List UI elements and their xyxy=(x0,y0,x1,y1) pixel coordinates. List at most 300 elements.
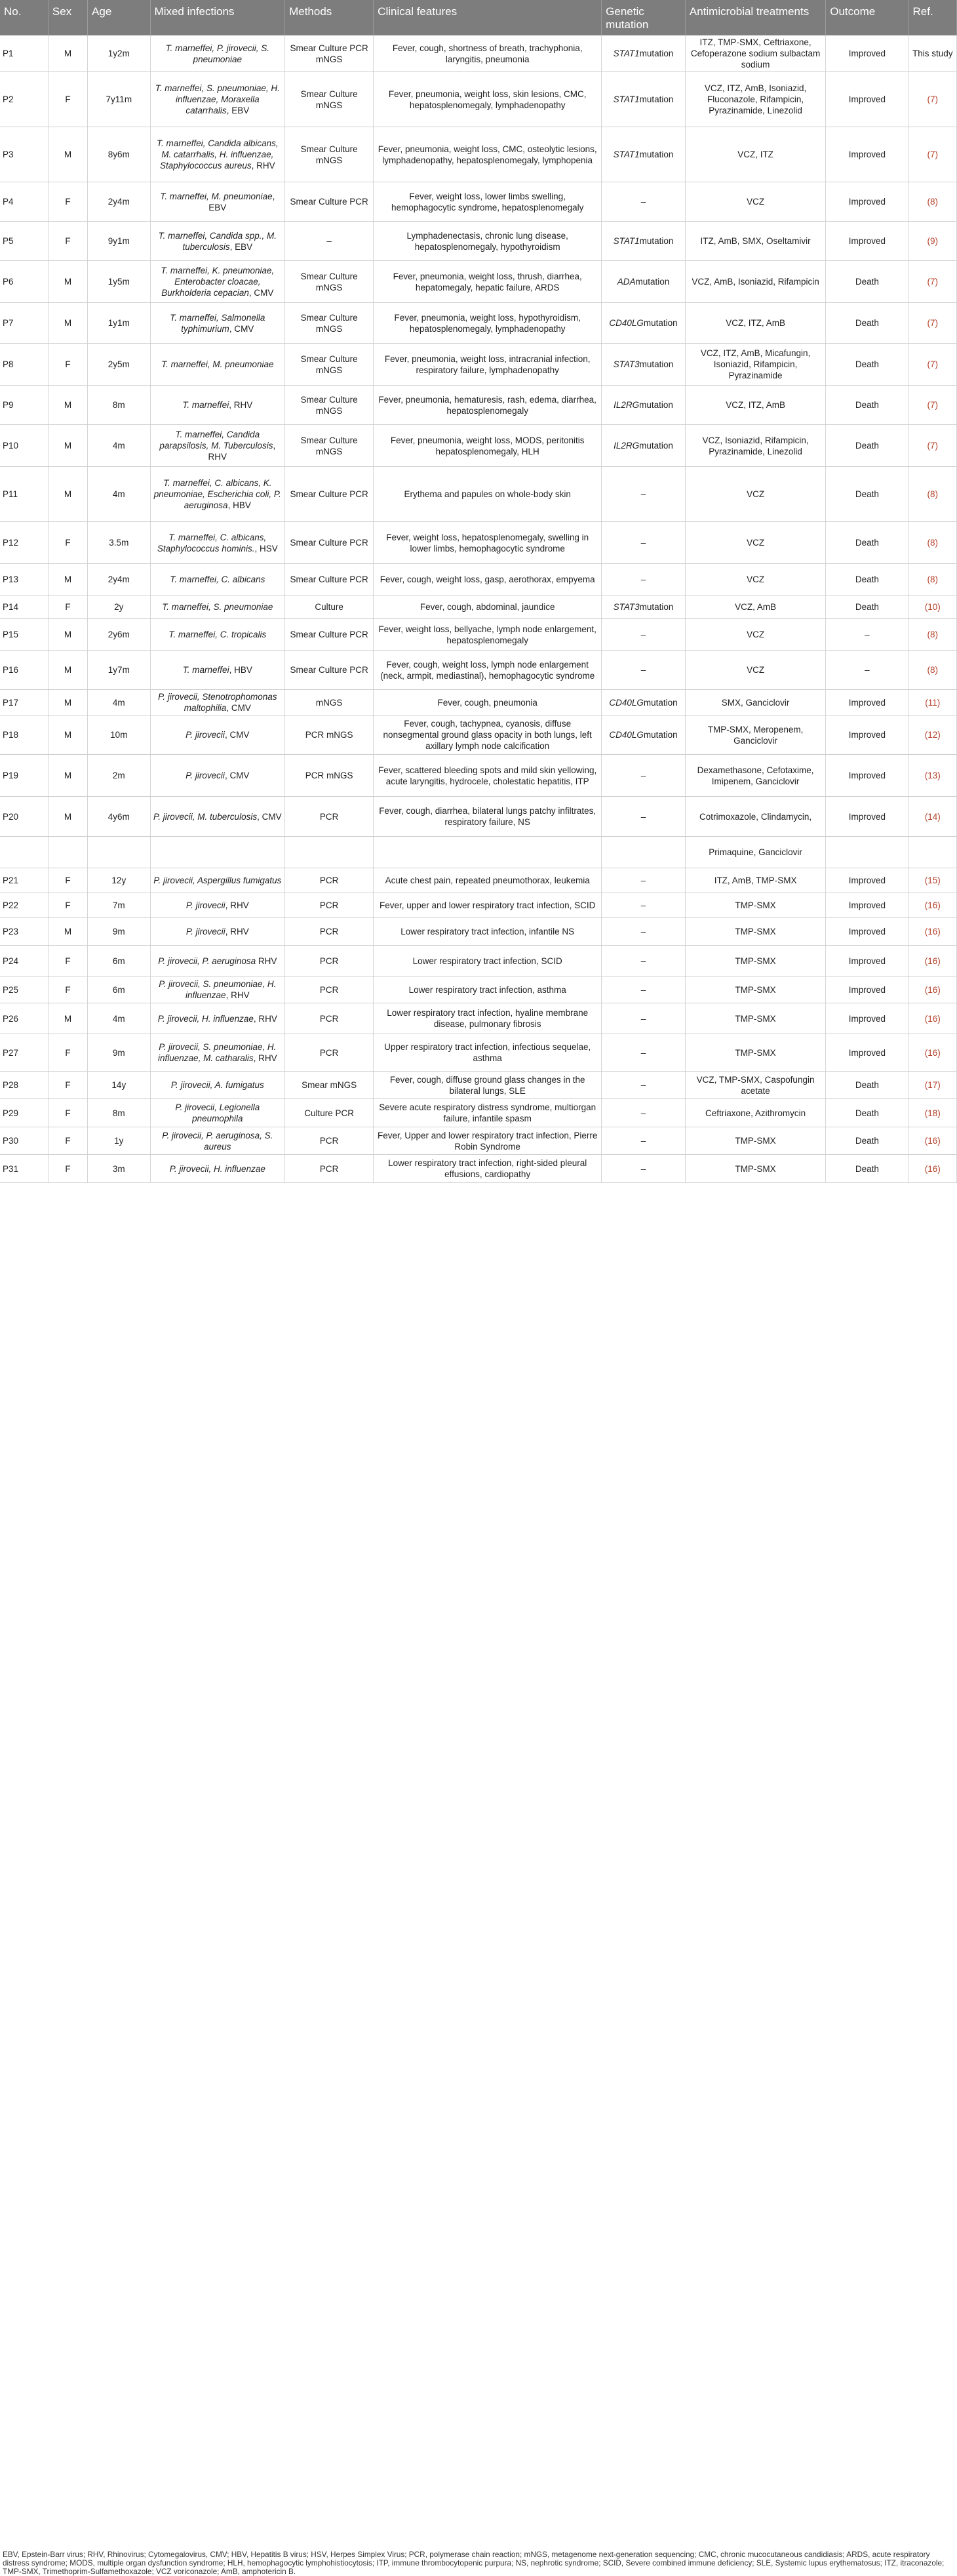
col-header-methods: Methods xyxy=(285,0,374,35)
cell-genetic: – xyxy=(602,564,686,595)
cell-genetic: – xyxy=(602,1127,686,1155)
cell-methods: Smear Culture mNGS xyxy=(285,261,374,303)
cell-sex: M xyxy=(48,918,87,946)
cell-genetic: – xyxy=(602,182,686,222)
cell-clinical: Fever, cough, tachypnea, cyanosis, diffuse nonsegmental ground glass opacity in both lungs, left axillary lymph node calcification xyxy=(374,715,602,755)
cell-outcome: Death xyxy=(826,425,908,467)
cell-methods: PCR xyxy=(285,1155,374,1183)
cell-sex: M xyxy=(48,261,87,303)
cell-age: 10m xyxy=(88,715,150,755)
cell-clinical: Lower respiratory tract infection, hyaline membrane disease, pulmonary fibrosis xyxy=(374,1003,602,1034)
cell-clinical: Fever, Upper and lower respiratory tract infection, Pierre Robin Syndrome xyxy=(374,1127,602,1155)
cell-sex: M xyxy=(48,797,87,837)
cell-infections: P. jirovecii, M. tuberculosis, CMV xyxy=(150,797,285,837)
cell-outcome: Improved xyxy=(826,1034,908,1072)
cell-treatments: Ceftriaxone, Azithromycin xyxy=(685,1099,825,1127)
cell-age: 6m xyxy=(88,946,150,976)
cell-clinical: Fever, cough, abdominal, jaundice xyxy=(374,595,602,619)
table-row xyxy=(0,35,957,72)
table-row xyxy=(0,755,957,797)
cell-genetic: STAT3mutation xyxy=(602,344,686,386)
cell-outcome: Death xyxy=(826,261,908,303)
cell-no: P22 xyxy=(0,893,48,918)
cell-clinical: Fever, scattered bleeding spots and mild skin yellowing, acute laryngitis, hydrocele, cholestatic hepatitis, ITP xyxy=(374,755,602,797)
cell-outcome: Death xyxy=(826,595,908,619)
cell-ref: (12) xyxy=(908,715,956,755)
cell-genetic: STAT1mutation xyxy=(602,72,686,127)
cell-ref: (14) xyxy=(908,797,956,837)
table-row xyxy=(0,715,957,755)
cell-age: 3.5m xyxy=(88,522,150,564)
cell-genetic: STAT1mutation xyxy=(602,35,686,72)
table-row xyxy=(0,425,957,467)
cell-methods: Smear Culture mNGS xyxy=(285,72,374,127)
cell-infections: T. marneffei, Candida parapsilosis, M. Tuberculosis, RHV xyxy=(150,425,285,467)
cell-outcome: – xyxy=(826,651,908,690)
cell-genetic: ADAmutation xyxy=(602,261,686,303)
cell-no: P15 xyxy=(0,619,48,651)
cell-infections: T. marneffei, C. tropicalis xyxy=(150,619,285,651)
cell-no: P29 xyxy=(0,1099,48,1127)
cell-sex: M xyxy=(48,690,87,715)
cell-clinical: Fever, cough, diarrhea, bilateral lungs patchy infiltrates, respiratory failure, NS xyxy=(374,797,602,837)
cell-ref: (7) xyxy=(908,386,956,425)
cell-no: P14 xyxy=(0,595,48,619)
cell-clinical: Fever, cough, shortness of breath, trachyphonia, laryngitis, pneumonia xyxy=(374,35,602,72)
cell-clinical: Erythema and papules on whole-body skin xyxy=(374,467,602,522)
cell-treatments: VCZ xyxy=(685,522,825,564)
cell-age xyxy=(88,837,150,868)
cell-infections: T. marneffei, M. pneumoniae xyxy=(150,344,285,386)
cell-sex: M xyxy=(48,619,87,651)
table-row xyxy=(0,222,957,261)
table-row xyxy=(0,1003,957,1034)
table-row xyxy=(0,1155,957,1183)
cell-no: P23 xyxy=(0,918,48,946)
cell-outcome: Death xyxy=(826,386,908,425)
cell-treatments: TMP-SMX xyxy=(685,1127,825,1155)
cell-treatments: VCZ, ITZ, AmB xyxy=(685,303,825,344)
cell-sex: F xyxy=(48,1072,87,1099)
table-row xyxy=(0,72,957,127)
cell-outcome: Death xyxy=(826,1155,908,1183)
cell-methods: Smear Culture PCR mNGS xyxy=(285,35,374,72)
cell-ref: (15) xyxy=(908,868,956,893)
cell-clinical: Fever, pneumonia, hematuresis, rash, edema, diarrhea, hepatosplenomegaly xyxy=(374,386,602,425)
table-row xyxy=(0,182,957,222)
col-header-no: No. xyxy=(0,0,48,35)
cell-age: 7y11m xyxy=(88,72,150,127)
cell-age: 14y xyxy=(88,1072,150,1099)
cell-outcome: Improved xyxy=(826,1003,908,1034)
table-row xyxy=(0,564,957,595)
cell-infections: P. jirovecii, RHV xyxy=(150,893,285,918)
cell-age: 7m xyxy=(88,893,150,918)
cell-genetic: CD40LGmutation xyxy=(602,303,686,344)
cell-outcome: Improved xyxy=(826,976,908,1003)
cell-age: 1y xyxy=(88,1127,150,1155)
cell-ref: (10) xyxy=(908,595,956,619)
cell-no: P19 xyxy=(0,755,48,797)
cell-ref: (18) xyxy=(908,1099,956,1127)
cell-ref: (7) xyxy=(908,344,956,386)
cell-genetic: – xyxy=(602,619,686,651)
cell-ref: (16) xyxy=(908,918,956,946)
cell-treatments: TMP-SMX xyxy=(685,1034,825,1072)
cell-no: P4 xyxy=(0,182,48,222)
cell-methods: PCR xyxy=(285,797,374,837)
cell-infections: P. jirovecii, H. influenzae xyxy=(150,1155,285,1183)
cell-clinical: Lower respiratory tract infection, right-sided pleural effusions, cardiopathy xyxy=(374,1155,602,1183)
cell-ref: (8) xyxy=(908,182,956,222)
cell-genetic: – xyxy=(602,1099,686,1127)
cell-treatments: VCZ, AmB, Isoniazid, Rifampicin xyxy=(685,261,825,303)
table-row xyxy=(0,1072,957,1099)
table-row xyxy=(0,522,957,564)
cell-methods: Smear Culture mNGS xyxy=(285,386,374,425)
cell-ref: (13) xyxy=(908,755,956,797)
cell-no: P27 xyxy=(0,1034,48,1072)
cell-methods: Culture PCR xyxy=(285,1099,374,1127)
cell-treatments: VCZ, Isoniazid, Rifampicin, Pyrazinamide, Linezolid xyxy=(685,425,825,467)
cell-ref: (8) xyxy=(908,619,956,651)
cell-genetic: STAT3mutation xyxy=(602,595,686,619)
cell-sex: F xyxy=(48,1034,87,1072)
cell-age: 1y2m xyxy=(88,35,150,72)
cell-treatments: VCZ, TMP-SMX, Caspofungin acetate xyxy=(685,1072,825,1099)
cell-age: 4m xyxy=(88,1003,150,1034)
table-row xyxy=(0,1127,957,1155)
cell-outcome: Death xyxy=(826,1127,908,1155)
cell-clinical: Lower respiratory tract infection, infantile NS xyxy=(374,918,602,946)
cell-genetic: – xyxy=(602,1034,686,1072)
case-table xyxy=(0,0,957,1183)
cell-infections: T. marneffei, K. pneumoniae, Enterobacter cloacae, Burkholderia cepacian, CMV xyxy=(150,261,285,303)
cell-sex: M xyxy=(48,127,87,182)
cell-methods: PCR xyxy=(285,1127,374,1155)
cell-sex: M xyxy=(48,467,87,522)
cell-clinical: Fever, cough, weight loss, lymph node enlargement (neck, armpit, mediastinal), hemophagocytic syndrome xyxy=(374,651,602,690)
cell-methods: Smear Culture mNGS xyxy=(285,425,374,467)
cell-infections: T. marneffei, RHV xyxy=(150,386,285,425)
cell-methods: Smear mNGS xyxy=(285,1072,374,1099)
cell-treatments: TMP-SMX, Meropenem, Ganciclovir xyxy=(685,715,825,755)
cell-ref: (7) xyxy=(908,425,956,467)
cell-infections: P. jirovecii, P. aeruginosa, S. aureus xyxy=(150,1127,285,1155)
cell-age: 2y6m xyxy=(88,619,150,651)
cell-outcome: Death xyxy=(826,344,908,386)
cell-clinical: Fever, pneumonia, weight loss, intracranial infection, respiratory failure, lymphadenopathy xyxy=(374,344,602,386)
cell-sex: F xyxy=(48,522,87,564)
cell-no: P3 xyxy=(0,127,48,182)
cell-genetic: – xyxy=(602,868,686,893)
cell-sex: M xyxy=(48,35,87,72)
cell-infections: P. jirovecii, Aspergillus fumigatus xyxy=(150,868,285,893)
cell-no: P7 xyxy=(0,303,48,344)
table-row xyxy=(0,651,957,690)
cell-sex: M xyxy=(48,303,87,344)
cell-genetic: IL2RGmutation xyxy=(602,425,686,467)
cell-ref: (7) xyxy=(908,127,956,182)
cell-clinical: Lower respiratory tract infection, SCID xyxy=(374,946,602,976)
cell-treatments: ITZ, TMP-SMX, Ceftriaxone, Cefoperazone sodium sulbactam sodium xyxy=(685,35,825,72)
cell-ref: This study xyxy=(908,35,956,72)
cell-clinical: Fever, pneumonia, weight loss, thrush, diarrhea, hepatomegaly, hepatic failure, ARDS xyxy=(374,261,602,303)
cell-methods xyxy=(285,837,374,868)
cell-age: 2y4m xyxy=(88,564,150,595)
cell-ref: (16) xyxy=(908,1003,956,1034)
cell-methods: PCR xyxy=(285,1034,374,1072)
cell-no: P12 xyxy=(0,522,48,564)
cell-infections: T. marneffei, Candida albicans, M. catarrhalis, H. influenzae, Staphylococcus aureus, RHV xyxy=(150,127,285,182)
cell-sex: F xyxy=(48,72,87,127)
cell-treatments: VCZ xyxy=(685,467,825,522)
cell-infections: P. jirovecii, A. fumigatus xyxy=(150,1072,285,1099)
cell-no: P13 xyxy=(0,564,48,595)
cell-genetic: CD40LGmutation xyxy=(602,715,686,755)
table-row xyxy=(0,1034,957,1072)
cell-age: 1y1m xyxy=(88,303,150,344)
cell-clinical: Lymphadenectasis, chronic lung disease, hepatosplenomegaly, hypothyroidism xyxy=(374,222,602,261)
table-row xyxy=(0,868,957,893)
table-row xyxy=(0,946,957,976)
table-row xyxy=(0,595,957,619)
cell-clinical: Acute chest pain, repeated pneumothorax, leukemia xyxy=(374,868,602,893)
cell-genetic: – xyxy=(602,797,686,837)
cell-infections: T. marneffei, C. albicans, K. pneumoniae, Escherichia coli, P. aeruginosa, HBV xyxy=(150,467,285,522)
cell-outcome: Death xyxy=(826,522,908,564)
cell-methods: PCR xyxy=(285,976,374,1003)
cell-age: 1y7m xyxy=(88,651,150,690)
cell-clinical: Fever, cough, weight loss, gasp, aerothorax, empyema xyxy=(374,564,602,595)
cell-infections xyxy=(150,837,285,868)
cell-methods: PCR xyxy=(285,918,374,946)
table-row xyxy=(0,303,957,344)
cell-sex: F xyxy=(48,868,87,893)
cell-no: P18 xyxy=(0,715,48,755)
cell-ref: (7) xyxy=(908,72,956,127)
cell-clinical: Fever, pneumonia, weight loss, CMC, osteolytic lesions, lymphadenopathy, hepatosplenomegaly, lymphopenia xyxy=(374,127,602,182)
cell-clinical xyxy=(374,837,602,868)
cell-infections: P. jirovecii, CMV xyxy=(150,715,285,755)
cell-age: 2y5m xyxy=(88,344,150,386)
cell-genetic: – xyxy=(602,1155,686,1183)
cell-methods: PCR xyxy=(285,868,374,893)
cell-genetic: – xyxy=(602,522,686,564)
cell-infections: T. marneffei, C. albicans xyxy=(150,564,285,595)
col-header-sex: Sex xyxy=(48,0,87,35)
cell-no: P25 xyxy=(0,976,48,1003)
cell-infections: T. marneffei, S. pneumoniae xyxy=(150,595,285,619)
cell-ref: (16) xyxy=(908,1155,956,1183)
table-row xyxy=(0,690,957,715)
cell-clinical: Fever, weight loss, lower limbs swelling, hemophagocytic syndrome, hepatosplenomegaly xyxy=(374,182,602,222)
cell-outcome: – xyxy=(826,619,908,651)
cell-outcome: Improved xyxy=(826,868,908,893)
cell-treatments: VCZ xyxy=(685,651,825,690)
cell-methods: Smear Culture mNGS xyxy=(285,344,374,386)
cell-no: P2 xyxy=(0,72,48,127)
cell-no: P17 xyxy=(0,690,48,715)
table-row xyxy=(0,467,957,522)
cell-outcome: Improved xyxy=(826,715,908,755)
cell-ref xyxy=(908,837,956,868)
cell-genetic: – xyxy=(602,1003,686,1034)
cell-infections: P. jirovecii, RHV xyxy=(150,918,285,946)
cell-genetic: – xyxy=(602,467,686,522)
cell-sex: F xyxy=(48,222,87,261)
table-row xyxy=(0,918,957,946)
table-row xyxy=(0,261,957,303)
table-row xyxy=(0,344,957,386)
table-row xyxy=(0,386,957,425)
table-row xyxy=(0,797,957,837)
cell-ref: (8) xyxy=(908,651,956,690)
cell-no: P30 xyxy=(0,1127,48,1155)
cell-clinical: Fever, pneumonia, weight loss, hypothyroidism, hepatosplenomegaly, lymphadenopathy xyxy=(374,303,602,344)
cell-ref: (8) xyxy=(908,467,956,522)
cell-infections: T. marneffei, Salmonella typhimurium, CMV xyxy=(150,303,285,344)
cell-treatments: VCZ xyxy=(685,182,825,222)
cell-genetic: – xyxy=(602,893,686,918)
cell-methods: Smear Culture PCR xyxy=(285,522,374,564)
cell-age: 2y4m xyxy=(88,182,150,222)
cell-outcome: Improved xyxy=(826,182,908,222)
cell-genetic: IL2RGmutation xyxy=(602,386,686,425)
cell-methods: PCR xyxy=(285,1003,374,1034)
cell-sex xyxy=(48,837,87,868)
cell-age: 1y5m xyxy=(88,261,150,303)
cell-no: P6 xyxy=(0,261,48,303)
cell-no: P21 xyxy=(0,868,48,893)
cell-no: P16 xyxy=(0,651,48,690)
table-row xyxy=(0,619,957,651)
cell-genetic: – xyxy=(602,755,686,797)
cell-ref: (9) xyxy=(908,222,956,261)
cell-infections: P. jirovecii, CMV xyxy=(150,755,285,797)
cell-treatments: TMP-SMX xyxy=(685,946,825,976)
cell-clinical: Lower respiratory tract infection, asthma xyxy=(374,976,602,1003)
table-body xyxy=(0,35,957,1183)
cell-genetic: – xyxy=(602,918,686,946)
cell-ref: (16) xyxy=(908,1034,956,1072)
cell-ref: (16) xyxy=(908,1127,956,1155)
cell-ref: (16) xyxy=(908,893,956,918)
cell-age: 8y6m xyxy=(88,127,150,182)
cell-outcome: Improved xyxy=(826,755,908,797)
cell-age: 3m xyxy=(88,1155,150,1183)
cell-methods: – xyxy=(285,222,374,261)
cell-infections: P. jirovecii, H. influenzae, RHV xyxy=(150,1003,285,1034)
cell-genetic: – xyxy=(602,651,686,690)
cell-infections: P. jirovecii, P. aeruginosa RHV xyxy=(150,946,285,976)
cell-infections: T. marneffei, M. pneumoniae, EBV xyxy=(150,182,285,222)
cell-clinical: Severe acute respiratory distress syndrome, multiorgan failure, infantile spasm xyxy=(374,1099,602,1127)
table-row xyxy=(0,837,957,868)
cell-outcome: Death xyxy=(826,1072,908,1099)
cell-clinical: Fever, upper and lower respiratory tract infection, SCID xyxy=(374,893,602,918)
cell-ref: (8) xyxy=(908,564,956,595)
cell-ref: (7) xyxy=(908,261,956,303)
cell-methods: Smear Culture mNGS xyxy=(285,303,374,344)
table-row xyxy=(0,893,957,918)
cell-treatments: Dexamethasone, Cefotaxime, Imipenem, Ganciclovir xyxy=(685,755,825,797)
cell-infections: T. marneffei, C. albicans, Staphylococcus hominis., HSV xyxy=(150,522,285,564)
cell-outcome: Improved xyxy=(826,893,908,918)
cell-infections: T. marneffei, Candida spp., M. tuberculosis, EBV xyxy=(150,222,285,261)
cell-outcome: Death xyxy=(826,1099,908,1127)
cell-genetic: STAT1mutation xyxy=(602,222,686,261)
cell-outcome: Improved xyxy=(826,690,908,715)
cell-ref: (7) xyxy=(908,303,956,344)
table-footnote: EBV, Epstein-Barr virus; RHV, Rhinovirus; Cytomegalovirus, CMV; HBV, Hepatitis B virus; HSV, Herpes Simplex Virus; PCR, polymerase chain reaction; mNGS, metagenome next-generation sequencing; CMC, chronic mucocutaneous candidiasis; ARDS, acute respiratory distress syndrome; MODS, multiple organ dysfunction syndrome; HLH, hemophagocytic lymphohistiocytosis; ITP, immune thrombocytopenic purpura; NS, nephrotic syndrome; SCID, Severe combined immune deficiency; SLE, Systemic lupus erythematosus; ITZ, itraconazole; TMP-SMX, Trimethoprim-Sulfamethoxazole; VCZ voriconazole; AmB, amphotericin B. xyxy=(3,2550,945,2576)
cell-outcome: Death xyxy=(826,564,908,595)
cell-treatments: VCZ, ITZ, AmB, Isoniazid, Fluconazole, Rifampicin, Pyrazinamide, Linezolid xyxy=(685,72,825,127)
cell-sex: M xyxy=(48,651,87,690)
cell-sex: M xyxy=(48,386,87,425)
cell-treatments: ITZ, AmB, TMP-SMX xyxy=(685,868,825,893)
cell-genetic: CD40LGmutation xyxy=(602,690,686,715)
cell-treatments: VCZ xyxy=(685,619,825,651)
cell-no xyxy=(0,837,48,868)
cell-no: P24 xyxy=(0,946,48,976)
cell-ref: (16) xyxy=(908,946,956,976)
cell-treatments: VCZ, ITZ, AmB xyxy=(685,386,825,425)
cell-genetic xyxy=(602,837,686,868)
cell-genetic: – xyxy=(602,976,686,1003)
cell-no: P11 xyxy=(0,467,48,522)
cell-methods: Culture xyxy=(285,595,374,619)
cell-sex: F xyxy=(48,1155,87,1183)
col-header-infections: Mixed infections xyxy=(150,0,285,35)
cell-outcome: Improved xyxy=(826,946,908,976)
cell-no: P1 xyxy=(0,35,48,72)
cell-sex: F xyxy=(48,976,87,1003)
cell-infections: P. jirovecii, Legionella pneumophila xyxy=(150,1099,285,1127)
cell-age: 4m xyxy=(88,425,150,467)
cell-methods: mNGS xyxy=(285,690,374,715)
cell-methods: Smear Culture mNGS xyxy=(285,127,374,182)
cell-methods: Smear Culture PCR xyxy=(285,467,374,522)
col-header-outcome: Outcome xyxy=(826,0,908,35)
col-header-treatments: Antimicrobial treatments xyxy=(685,0,825,35)
cell-outcome: Improved xyxy=(826,127,908,182)
cell-methods: Smear Culture PCR xyxy=(285,564,374,595)
cell-age: 9y1m xyxy=(88,222,150,261)
cell-sex: F xyxy=(48,182,87,222)
cell-clinical: Fever, pneumonia, weight loss, skin lesions, CMC, hepatosplenomegaly, lymphadenopathy xyxy=(374,72,602,127)
cell-age: 4m xyxy=(88,690,150,715)
col-header-ref: Ref. xyxy=(908,0,956,35)
cell-outcome: Improved xyxy=(826,222,908,261)
header-row xyxy=(0,0,957,35)
cell-methods: Smear Culture PCR xyxy=(285,619,374,651)
cell-outcome: Improved xyxy=(826,72,908,127)
cell-sex: F xyxy=(48,595,87,619)
cell-infections: T. marneffei, P. jirovecii, S. pneumoniae xyxy=(150,35,285,72)
cell-infections: P. jirovecii, S. pneumoniae, H. influenzae, M. catharalis, RHV xyxy=(150,1034,285,1072)
col-header-genetic: Genetic mutation xyxy=(602,0,686,35)
cell-methods: Smear Culture PCR xyxy=(285,182,374,222)
cell-age: 8m xyxy=(88,1099,150,1127)
cell-outcome: Death xyxy=(826,303,908,344)
cell-treatments: Cotrimoxazole, Clindamycin, xyxy=(685,797,825,837)
cell-clinical: Fever, cough, diffuse ground glass changes in the bilateral lungs, SLE xyxy=(374,1072,602,1099)
cell-clinical: Fever, weight loss, bellyache, lymph node enlargement, hepatosplenomegaly xyxy=(374,619,602,651)
cell-age: 4y6m xyxy=(88,797,150,837)
cell-sex: F xyxy=(48,946,87,976)
cell-sex: M xyxy=(48,564,87,595)
